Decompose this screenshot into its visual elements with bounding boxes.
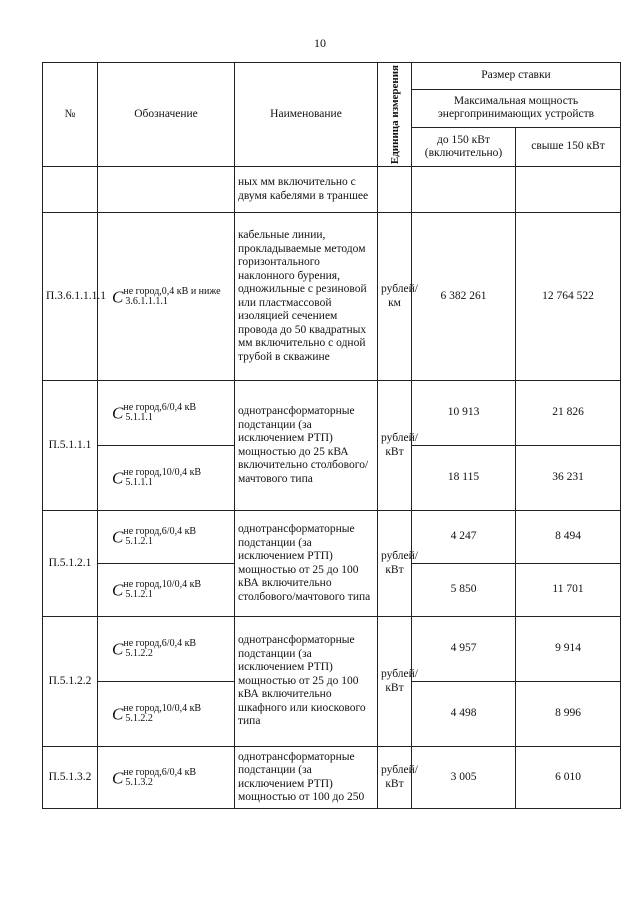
header-col-upto-150: до 150 кВт (включительно) bbox=[412, 128, 516, 167]
cell-value-over: 8 494 bbox=[516, 511, 621, 564]
cell-value-upto: 18 115 bbox=[412, 446, 516, 511]
cell-designation bbox=[98, 682, 235, 747]
designation-sub: 3.6.1.1.1.1 bbox=[125, 295, 168, 307]
cell-num: П.5.1.2.1 bbox=[43, 511, 98, 617]
cell-num: П.3.6.1.1.1.1 bbox=[43, 213, 98, 381]
header-row-1 bbox=[43, 63, 621, 90]
cell-designation bbox=[98, 167, 235, 213]
designation-sub: 5.1.1.1 bbox=[125, 412, 153, 424]
designation-sub: 5.1.2.2 bbox=[125, 648, 153, 660]
cell-num: П.5.1.3.2 bbox=[43, 747, 98, 809]
cell-value-upto: 4 247 bbox=[412, 511, 516, 564]
designation-sub: 5.1.2.1 bbox=[125, 536, 153, 548]
cell-value-over bbox=[516, 167, 621, 213]
cell-value-over: 8 996 bbox=[516, 682, 621, 747]
cell-unit: рублей/кВт bbox=[378, 511, 412, 617]
cell-value-upto: 4 498 bbox=[412, 682, 516, 747]
rate-symbol: C bbox=[112, 527, 124, 547]
header-max-power: Максимальная мощность энергопринимающих устройств bbox=[412, 89, 621, 128]
header-no: № bbox=[43, 63, 98, 167]
cell-unit: рублей/кВт bbox=[378, 747, 412, 809]
cell-name: однотрансформаторные подстанции (за исключением РТП) мощностью от 25 до 100 кВА включительно шкафного или киоскового типа bbox=[235, 617, 378, 747]
cell-value-upto: 10 913 bbox=[412, 381, 516, 446]
rate-symbol: C bbox=[112, 286, 124, 306]
header-unit-text: Единица измерения bbox=[388, 65, 401, 165]
table-row bbox=[43, 167, 621, 213]
table-row bbox=[43, 381, 621, 446]
header-designation: Обозначение bbox=[98, 63, 235, 167]
tariff-table bbox=[42, 62, 621, 809]
designation-sub: 5.1.1.1 bbox=[125, 477, 153, 489]
designation-sup: не город,6/0,4 кВ bbox=[123, 766, 197, 778]
cell-value-over: 21 826 bbox=[516, 381, 621, 446]
header-rate-size: Размер ставки bbox=[412, 63, 621, 90]
cell-designation bbox=[98, 511, 235, 564]
rate-symbol: C bbox=[112, 767, 124, 787]
cell-num bbox=[43, 167, 98, 213]
designation-sup: не город,10/0,4 кВ bbox=[123, 579, 202, 591]
rate-symbol: C bbox=[112, 403, 124, 423]
designation-sup: не город,6/0,4 кВ bbox=[123, 638, 197, 650]
rate-symbol: C bbox=[112, 639, 124, 659]
cell-unit: рублей/кВт bbox=[378, 617, 412, 747]
designation-sup: не город,6/0,4 кВ bbox=[123, 402, 197, 414]
cell-designation bbox=[98, 617, 235, 682]
rate-symbol: C bbox=[112, 704, 124, 724]
cell-unit bbox=[378, 167, 412, 213]
cell-value-upto: 4 957 bbox=[412, 617, 516, 682]
designation-sup: не город,10/0,4 кВ bbox=[123, 467, 202, 479]
cell-value-over: 6 010 bbox=[516, 747, 621, 809]
cell-num: П.5.1.2.2 bbox=[43, 617, 98, 747]
header-unit bbox=[378, 63, 412, 167]
cell-name: ных мм включительно с двумя кабелями в траншее bbox=[235, 167, 378, 213]
header-name: Наименование bbox=[235, 63, 378, 167]
designation-sup: не город,0,4 кВ и ниже bbox=[123, 285, 221, 297]
cell-name: однотрансформаторные подстанции (за исключением РТП) мощностью до 25 кВА включительно столбового/мачтового типа bbox=[235, 381, 378, 511]
cell-value-upto: 6 382 261 bbox=[412, 213, 516, 381]
designation-sub: 5.1.3.2 bbox=[125, 776, 153, 788]
cell-value-upto: 5 850 bbox=[412, 564, 516, 617]
table-row bbox=[43, 617, 621, 682]
cell-designation bbox=[98, 564, 235, 617]
cell-unit: рублей/кВт bbox=[378, 381, 412, 511]
cell-designation bbox=[98, 747, 235, 809]
cell-designation bbox=[98, 213, 235, 381]
cell-value-over: 9 914 bbox=[516, 617, 621, 682]
cell-designation bbox=[98, 446, 235, 511]
header-col-over-150: свыше 150 кВт bbox=[516, 128, 621, 167]
designation-sup: не город,6/0,4 кВ bbox=[123, 526, 197, 538]
cell-value-over: 11 701 bbox=[516, 564, 621, 617]
table-row bbox=[43, 747, 621, 809]
cell-designation bbox=[98, 381, 235, 446]
cell-value-over: 36 231 bbox=[516, 446, 621, 511]
rate-symbol: C bbox=[112, 580, 124, 600]
cell-name: однотрансформаторные подстанции (за исключением РТП) мощностью от 100 до 250 bbox=[235, 747, 378, 809]
cell-value-over: 12 764 522 bbox=[516, 213, 621, 381]
page-number: 10 bbox=[314, 36, 326, 50]
cell-num: П.5.1.1.1 bbox=[43, 381, 98, 511]
table-row bbox=[43, 213, 621, 381]
cell-name: однотрансформаторные подстанции (за исключением РТП) мощностью от 25 до 100 кВА включительно столбового/мачтового типа bbox=[235, 511, 378, 617]
designation-sub: 5.1.2.2 bbox=[125, 713, 153, 725]
rate-symbol: C bbox=[112, 468, 124, 488]
cell-value-upto: 3 005 bbox=[412, 747, 516, 809]
cell-unit: рублей/км bbox=[378, 213, 412, 381]
cell-value-upto bbox=[412, 167, 516, 213]
cell-name: кабельные линии, прокладываемые методом горизонтального наклонного бурения, одножильные с резиновой или пластмассовой изоляцией сечением провода до 50 квадратных мм включительно с одной трубой в скважине bbox=[235, 213, 378, 381]
designation-sup: не город,10/0,4 кВ bbox=[123, 703, 202, 715]
designation-sub: 5.1.2.1 bbox=[125, 589, 153, 601]
table-row bbox=[43, 511, 621, 564]
